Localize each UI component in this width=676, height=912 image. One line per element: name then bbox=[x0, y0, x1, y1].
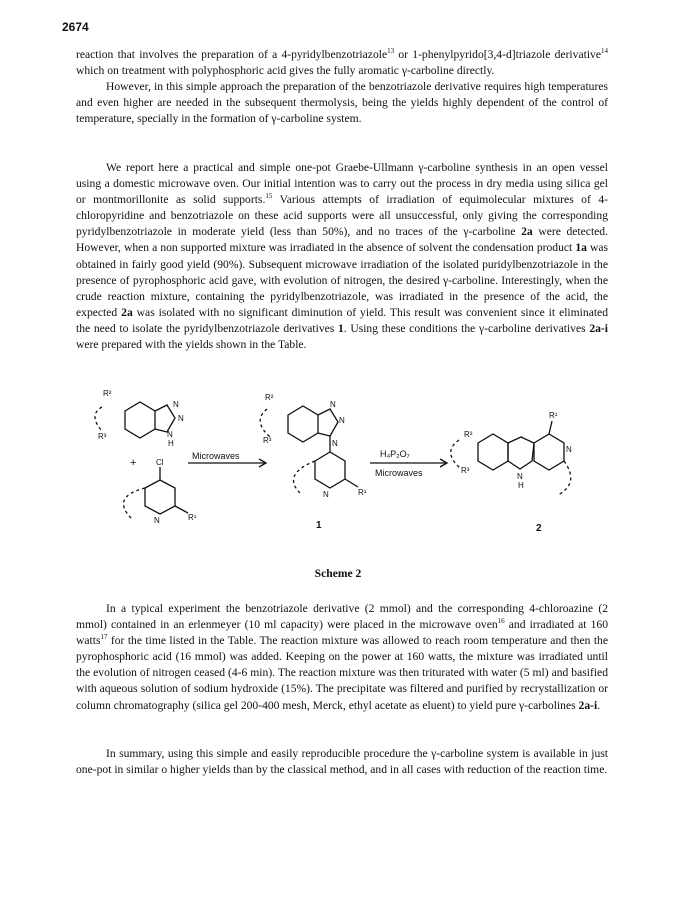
paragraph-summary bbox=[76, 746, 608, 778]
c1-pyridine-ring bbox=[315, 452, 345, 488]
compound-reference: 2a-i bbox=[589, 321, 608, 335]
carboline-pyridine-ring bbox=[534, 434, 564, 470]
label-nh-h: H bbox=[518, 481, 524, 490]
paragraph-continuation bbox=[76, 47, 608, 79]
text-run: In a typical experiment the benzotriazole derivative (2 mmol) and the corresponding 4-chloroazine (2 mmol) contained in an erlenmeyer (10 ml capacity) were placed in the microwave oven bbox=[76, 602, 608, 632]
text-run: and irradiated at 160 watts bbox=[76, 618, 608, 648]
label-n-right: N bbox=[566, 445, 572, 454]
label-h-left: H bbox=[168, 439, 174, 448]
text-run: reaction that involves the preparation of a 4-pyridylbenzotriazole bbox=[76, 48, 388, 61]
text-run: for the time listed in the Table. The reaction mixture was allowed to reach room temperature and then the pyrophosphoric acid (16 mmol) was added. Keeping on the power at 160 watts, the mixture was irradiated until the evolution of nitrogen ceased (4-6 min). The reaction mixture was then triturated with water (5 ml) and basified with aqueous solution of sodium hydroxide (15%). The precipitate was filtered and purified by recrystallization or column chromatography (silica gel 200-400 mesh, Merck, ethyl acetate as eluent) to yield pure γ-carbolines bbox=[76, 634, 608, 712]
chloropyridine-ring bbox=[145, 480, 175, 514]
plus-sign: + bbox=[130, 457, 137, 469]
label-n3-mid: N bbox=[332, 439, 338, 448]
label-r2-right: R² bbox=[464, 430, 473, 439]
arrow1-label: Microwaves bbox=[192, 451, 240, 461]
compound-reference: 1 bbox=[337, 321, 344, 335]
label-cl: Cl bbox=[156, 458, 164, 467]
label-r3-right: R³ bbox=[461, 466, 470, 475]
compound-reference: 2a bbox=[521, 225, 533, 239]
paragraph-experimental bbox=[76, 601, 608, 714]
compound-reference: 2a-i bbox=[578, 698, 598, 712]
r2-r3-dashed-ring bbox=[95, 407, 102, 431]
text-run: . Using these conditions the γ-carboline derivatives bbox=[343, 321, 590, 335]
text-run: were detected. However, when a non supported mixture was irradiated in the absence of solvent the condensation product bbox=[76, 225, 609, 255]
arrow2-label-top: H₄P₂O₇ bbox=[380, 449, 410, 459]
text-run: were prepared with the yields shown in the Table. bbox=[76, 338, 307, 352]
label-n2-left: N bbox=[178, 414, 184, 423]
label-r1-left: R¹ bbox=[188, 513, 197, 522]
label-r2-left: R² bbox=[103, 389, 112, 398]
text-run: Various attempts of irradiation of equimolecular mixtures of 4-chloropyridine and benzotriazole on these acid supports were all unsuccessful, only giving the corresponding pyridylbenzotriazole in moderate yield (less than 50%), and no traces of the γ-carboline bbox=[76, 193, 608, 239]
paragraph-report bbox=[76, 160, 608, 353]
text-run: was obtained in fairly good yield (90%). Subsequent microwave irradiation of the isolated puridylbenzotriazole in the presence of pyrophosphoric acid gave, with evolution of nitrogen, the desired γ-carboline. Interestingly, when the crude reaction mixture, containing the pyridylbenzotriazole, was irradiated in the presence of the acid, the expected bbox=[76, 241, 608, 319]
carboline-dashed-right bbox=[558, 461, 571, 495]
paragraph-approach bbox=[76, 79, 608, 127]
compound-reference: 1a bbox=[575, 241, 587, 255]
compound-1-label: 1 bbox=[316, 520, 322, 531]
c1-triazole-ring bbox=[318, 409, 338, 436]
label-r1-right: R¹ bbox=[549, 411, 558, 420]
label-n1-mid: N bbox=[330, 400, 336, 409]
c1-pyridine-dashed bbox=[294, 461, 315, 495]
scheme-caption: Scheme 2 bbox=[314, 567, 362, 580]
page-number: 2674 bbox=[62, 20, 89, 34]
text-run: We report here a practical and simple one-pot Graebe-Ullmann γ-carboline synthesis in an open vessel using a domestic microwave oven. Our initial intention was to carry out the process in dry media using silica gel or montmorillonite as solid supports. bbox=[76, 161, 608, 207]
reference-superscript: 13 bbox=[387, 47, 395, 56]
label-r2-mid: R² bbox=[265, 393, 274, 402]
label-nh-n: N bbox=[517, 472, 523, 481]
compound-reference: 2a bbox=[121, 305, 133, 319]
label-n-pyridine: N bbox=[154, 516, 160, 525]
reference-superscript: 17 bbox=[100, 633, 108, 642]
carboline-pyrrole-ring bbox=[508, 437, 534, 469]
text-run: was isolated with no significant diminution of yield. This result was convenient since it eliminated the need to isolate the pyridylbenzotriazole derivatives bbox=[76, 305, 608, 335]
label-r3-left: R³ bbox=[98, 432, 107, 441]
carboline-benzo-ring bbox=[478, 434, 508, 470]
arrow2-label-bottom: Microwaves bbox=[375, 468, 423, 478]
text-run: However, in this simple approach the preparation of the benzotriazole derivative requires high temperatures and even higher are needed in the subsequent thermolysis, being the yields highly dependent of the control of temperature, specially in the formation of γ-carboline system. bbox=[76, 80, 608, 126]
text-run: or 1-phenylpyrido[3,4-d]triazole derivative bbox=[394, 48, 601, 61]
triazole-ring bbox=[155, 405, 175, 432]
label-r3-mid: R³ bbox=[263, 436, 272, 445]
text-run: which on treatment with polyphosphoric acid gives the fully aromatic γ-carboline directly. bbox=[76, 64, 495, 78]
pyridine-dashed-ring bbox=[124, 488, 145, 519]
reaction-scheme bbox=[80, 385, 620, 560]
label-r1-mid: R¹ bbox=[358, 488, 367, 497]
c-r1-bond bbox=[175, 506, 188, 513]
c1-dashed-ring bbox=[260, 409, 270, 437]
text-run: In summary, using this simple and easily reproducible procedure the γ-carboline system is available in just one-pot in similar o higher yields than by the classical method, and in all cases with reduction of the reaction time. bbox=[76, 747, 608, 777]
compound-2-label: 2 bbox=[536, 523, 542, 534]
label-n2-mid: N bbox=[339, 416, 345, 425]
carboline-dashed-left bbox=[451, 440, 460, 468]
c1-benzo-ring bbox=[288, 406, 318, 442]
label-n3-left: N bbox=[167, 430, 173, 439]
scheme-svg bbox=[80, 385, 620, 560]
label-n1-left: N bbox=[173, 400, 179, 409]
reference-superscript: 16 bbox=[497, 617, 505, 626]
benzotriazole-ring bbox=[125, 402, 155, 438]
reference-superscript: 15 bbox=[265, 192, 273, 201]
label-n-mid-pyridine: N bbox=[323, 490, 329, 499]
text-run: . bbox=[597, 698, 601, 712]
reference-superscript: 14 bbox=[600, 47, 608, 56]
